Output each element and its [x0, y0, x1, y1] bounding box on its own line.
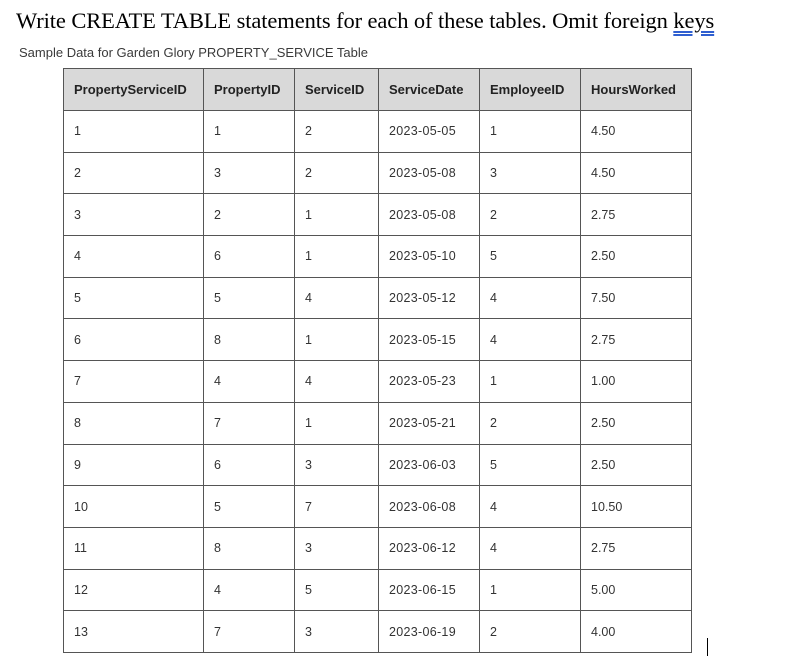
cell-property-service-id: 8: [64, 402, 204, 444]
cell-hours-worked: 2.50: [581, 444, 692, 486]
cell-employee-id: 1: [480, 569, 581, 611]
table-row: [64, 277, 692, 319]
cell-employee-id: 4: [480, 277, 581, 319]
cell-service-id: 3: [295, 527, 379, 569]
cell-hours-worked: 2.50: [581, 236, 692, 278]
cell-property-id: 4: [204, 361, 295, 403]
cell-service-id: 2: [295, 152, 379, 194]
cell-employee-id: 1: [480, 111, 581, 153]
cell-service-id: 4: [295, 361, 379, 403]
cell-hours-worked: 4.50: [581, 152, 692, 194]
cell-property-service-id: 13: [64, 611, 204, 653]
cell-employee-id: 2: [480, 611, 581, 653]
cell-service-id: 3: [295, 444, 379, 486]
cell-service-id: 1: [295, 402, 379, 444]
table-caption: Sample Data for Garden Glory PROPERTY_SERVICE Table: [19, 45, 368, 60]
cell-service-id: 1: [295, 194, 379, 236]
cell-service-date: 2023-05-21: [379, 402, 480, 444]
cell-service-date: 2023-05-15: [379, 319, 480, 361]
cell-property-service-id: 10: [64, 486, 204, 528]
cell-hours-worked: 2.75: [581, 527, 692, 569]
cell-service-date: 2023-05-10: [379, 236, 480, 278]
table-row: [64, 194, 692, 236]
cell-employee-id: 2: [480, 402, 581, 444]
cell-employee-id: 1: [480, 361, 581, 403]
cell-service-date: 2023-05-08: [379, 152, 480, 194]
cell-service-date: 2023-06-12: [379, 527, 480, 569]
header-service-date: ServiceDate: [379, 69, 480, 111]
cell-service-id: 5: [295, 569, 379, 611]
cell-service-date: 2023-05-05: [379, 111, 480, 153]
cell-property-service-id: 7: [64, 361, 204, 403]
cell-service-id: 7: [295, 486, 379, 528]
cell-service-date: 2023-06-08: [379, 486, 480, 528]
table-row: [64, 527, 692, 569]
cell-property-service-id: 1: [64, 111, 204, 153]
cell-property-id: 7: [204, 611, 295, 653]
cell-employee-id: 2: [480, 194, 581, 236]
header-hours-worked: HoursWorked: [581, 69, 692, 111]
cell-service-id: 4: [295, 277, 379, 319]
cell-employee-id: 3: [480, 152, 581, 194]
cell-hours-worked: 2.75: [581, 194, 692, 236]
cell-property-service-id: 3: [64, 194, 204, 236]
cell-service-date: 2023-05-08: [379, 194, 480, 236]
cell-property-id: 7: [204, 402, 295, 444]
cell-employee-id: 5: [480, 444, 581, 486]
document-heading: [16, 8, 714, 34]
heading-text: Write CREATE TABLE statements for each of these tables. Omit foreign: [16, 8, 674, 33]
cell-property-service-id: 5: [64, 277, 204, 319]
cell-property-id: 8: [204, 319, 295, 361]
cell-employee-id: 4: [480, 486, 581, 528]
cell-service-date: 2023-06-15: [379, 569, 480, 611]
cell-hours-worked: 5.00: [581, 569, 692, 611]
table-row: [64, 444, 692, 486]
cell-property-id: 1: [204, 111, 295, 153]
header-service-id: ServiceID: [295, 69, 379, 111]
cell-property-service-id: 9: [64, 444, 204, 486]
text-insertion-cursor: [707, 638, 708, 656]
cell-service-id: 2: [295, 111, 379, 153]
cell-property-service-id: 12: [64, 569, 204, 611]
cell-property-id: 2: [204, 194, 295, 236]
cell-service-id: 1: [295, 236, 379, 278]
cell-hours-worked: 4.50: [581, 111, 692, 153]
spellcheck-flagged-word[interactable]: keys: [673, 8, 715, 33]
table-row: [64, 319, 692, 361]
cell-hours-worked: 4.00: [581, 611, 692, 653]
table-row: [64, 486, 692, 528]
cell-service-id: 1: [295, 319, 379, 361]
cell-service-date: 2023-06-03: [379, 444, 480, 486]
cell-property-service-id: 4: [64, 236, 204, 278]
table-row: [64, 361, 692, 403]
cell-property-service-id: 2: [64, 152, 204, 194]
cell-service-id: 3: [295, 611, 379, 653]
cell-property-id: 4: [204, 569, 295, 611]
cell-property-id: 5: [204, 277, 295, 319]
cell-property-service-id: 6: [64, 319, 204, 361]
cell-hours-worked: 7.50: [581, 277, 692, 319]
property-service-table: [63, 68, 692, 653]
cell-service-date: 2023-05-23: [379, 361, 480, 403]
table-row: [64, 569, 692, 611]
table-row: [64, 111, 692, 153]
cell-service-date: 2023-05-12: [379, 277, 480, 319]
cell-property-id: 3: [204, 152, 295, 194]
cell-property-id: 6: [204, 444, 295, 486]
cell-hours-worked: 1.00: [581, 361, 692, 403]
cell-property-id: 8: [204, 527, 295, 569]
cell-property-id: 6: [204, 236, 295, 278]
cell-service-date: 2023-06-19: [379, 611, 480, 653]
table-header-row: [64, 69, 692, 111]
header-employee-id: EmployeeID: [480, 69, 581, 111]
table-row: [64, 152, 692, 194]
cell-property-id: 5: [204, 486, 295, 528]
table-row: [64, 611, 692, 653]
cell-property-service-id: 11: [64, 527, 204, 569]
cell-hours-worked: 10.50: [581, 486, 692, 528]
header-property-service-id: PropertyServiceID: [64, 69, 204, 111]
table-row: [64, 236, 692, 278]
cell-employee-id: 4: [480, 319, 581, 361]
cell-hours-worked: 2.50: [581, 402, 692, 444]
cell-employee-id: 4: [480, 527, 581, 569]
header-property-id: PropertyID: [204, 69, 295, 111]
cell-employee-id: 5: [480, 236, 581, 278]
cell-hours-worked: 2.75: [581, 319, 692, 361]
table-row: [64, 402, 692, 444]
